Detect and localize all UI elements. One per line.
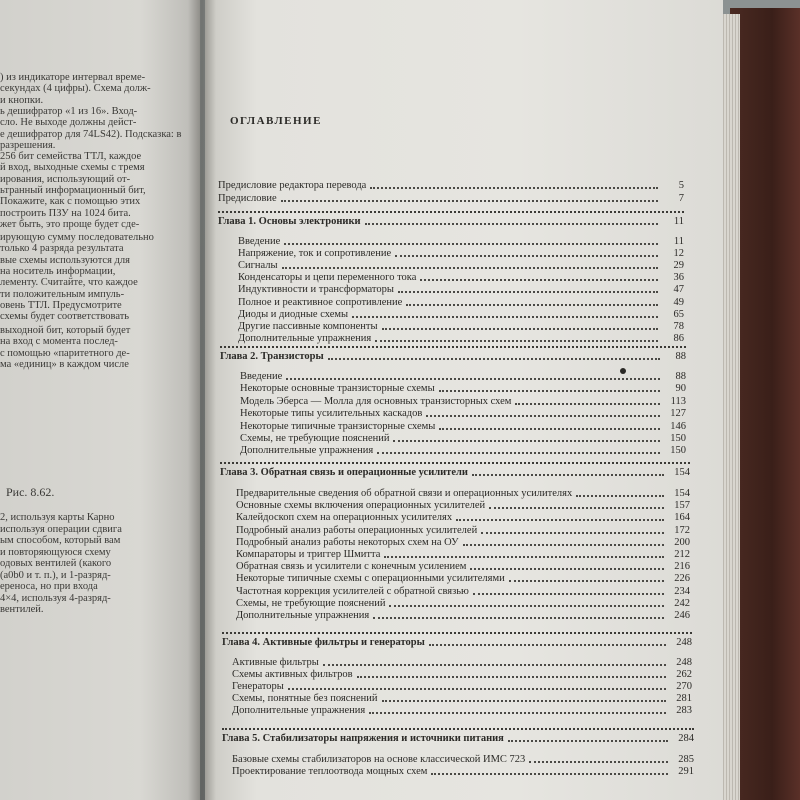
- toc-section-title: Дополнительные упражнения: [236, 610, 370, 621]
- leader-dots: [373, 617, 664, 619]
- leader-dots: [406, 304, 658, 306]
- toc-section: [236, 610, 690, 622]
- toc-section-page-number: 234: [674, 585, 690, 597]
- toc-section-page-number: 36: [673, 272, 684, 284]
- toc-section-title: Некоторые типы усилительных каскадов: [240, 408, 423, 420]
- left-text-line: овень ТТЛ. Предусмотрите: [0, 299, 122, 311]
- toc-section: [236, 561, 690, 573]
- left-text-line: е дешифратор для 74LS42). Подсказка: в: [0, 128, 182, 140]
- leader-dots: [377, 452, 660, 454]
- toc-section-page-number: 113: [670, 395, 686, 407]
- left-text-line: й вход, выходные схемы с тремя: [0, 162, 145, 174]
- toc-front-entry: [218, 180, 684, 192]
- toc-section-page-number: 285: [678, 754, 694, 765]
- toc-section-page-number: 200: [674, 536, 690, 548]
- toc-section: [236, 598, 690, 610]
- toc-section: [236, 500, 690, 512]
- leader-dots: [375, 340, 658, 342]
- leader-dots: [515, 403, 660, 405]
- leader-dots: [284, 243, 658, 245]
- toc-section-page-number: 154: [674, 488, 690, 499]
- toc-section: [232, 681, 692, 693]
- leader-dots: [463, 544, 664, 546]
- left-text-line: ирующую сумму последовательно: [0, 232, 154, 243]
- chapter-divider: [222, 632, 692, 634]
- ink-spot: [620, 368, 626, 374]
- left-text-line: ма «единиц» в каждом числе: [0, 358, 129, 370]
- leader-dots: [286, 378, 660, 380]
- toc-chapter-page-number: 284: [678, 733, 694, 744]
- toc-section: [232, 754, 694, 766]
- left-text-line: сло. Не выходе должны дейст-: [0, 117, 137, 129]
- chapter-divider: [218, 211, 684, 213]
- toc-section: [240, 396, 686, 408]
- toc-section-page-number: 86: [673, 332, 684, 344]
- leader-dots: [439, 428, 660, 430]
- leader-dots: [365, 223, 658, 225]
- toc-section-title: Конденсаторы и цепи переменного тока: [238, 272, 417, 284]
- toc-chapter-title: Глава 2. Транзисторы: [220, 351, 324, 362]
- toc-section-title: Схемы, понятные без пояснений: [232, 693, 378, 705]
- leader-dots: [370, 187, 658, 189]
- toc-section-title: Индуктивности и трансформаторы: [238, 284, 394, 296]
- toc-section: [238, 321, 684, 333]
- toc-section-title: Схемы активных фильтров: [232, 669, 353, 681]
- leader-dots: [420, 279, 658, 281]
- left-text-line: вые схемы используются для: [0, 254, 130, 266]
- leader-dots: [357, 676, 666, 678]
- toc-front-entry-title: Предисловие редактора перевода: [218, 180, 367, 191]
- toc-section: [236, 549, 690, 561]
- toc-front-entry-page-number: 7: [678, 193, 684, 204]
- toc-section: [236, 525, 690, 537]
- toc-section-title: Напряжение, ток и сопротивление: [238, 248, 392, 260]
- toc-section: [238, 248, 684, 260]
- toc-section: [240, 433, 686, 445]
- toc-section-page-number: 212: [674, 549, 690, 560]
- leader-dots: [508, 740, 668, 742]
- toc-section: [238, 272, 684, 284]
- toc-section-page-number: 150: [670, 433, 686, 444]
- leader-dots: [328, 358, 660, 360]
- toc-section-page-number: 78: [673, 320, 684, 332]
- toc-section: [240, 445, 686, 457]
- toc-section-page-number: 246: [674, 610, 690, 621]
- toc-section-title: Сигналы: [238, 260, 278, 272]
- figure-caption: Рис. 8.62.: [6, 485, 55, 499]
- left-text-line: жет быть, это проще будет сде-: [0, 218, 140, 230]
- toc-section-page-number: 226: [674, 573, 690, 585]
- left-text-line: на вход с момента послед-: [0, 336, 118, 348]
- toc-section-page-number: 90: [675, 383, 686, 395]
- leader-dots: [398, 291, 658, 293]
- chapter-divider: [220, 462, 690, 464]
- left-text-line: с помощью «паритетного де-: [0, 347, 130, 359]
- toc-section-title: Калейдоскоп схем на операционных усилителях: [236, 512, 453, 524]
- left-text-line: ым способом, который вам: [0, 535, 121, 546]
- toc-section-title: Дополнительные упражнения: [232, 705, 366, 717]
- toc-chapter: [222, 733, 694, 745]
- left-text-line: используя операции сдвига: [0, 523, 122, 535]
- toc-section: [232, 693, 692, 705]
- leader-dots: [481, 532, 664, 534]
- toc-section-page-number: 157: [674, 500, 690, 512]
- toc-section-title: Активные фильтры: [232, 657, 319, 668]
- leader-dots: [389, 605, 664, 607]
- leader-dots: [456, 519, 664, 521]
- left-text-line: и повторяющуюся схему: [0, 546, 111, 558]
- chapter-divider: [220, 346, 686, 348]
- toc-section: [238, 236, 684, 248]
- left-text-line: схемы будет соответствовать: [0, 311, 130, 323]
- leader-dots: [395, 255, 658, 257]
- toc-section-title: Модель Эберса — Молла для основных транзисторных схем: [240, 395, 512, 407]
- toc-section-page-number: 12: [673, 248, 684, 260]
- toc-chapter: [220, 351, 686, 363]
- toc-section: [232, 657, 692, 669]
- toc-section-page-number: 88: [675, 371, 686, 382]
- toc-section-page-number: 281: [676, 693, 692, 705]
- toc-section-page-number: 270: [676, 681, 692, 693]
- toc-section-page-number: 65: [673, 308, 684, 320]
- toc-section-title: Схемы, не требующие пояснений: [240, 433, 390, 444]
- toc-front-entry-page-number: 5: [678, 180, 684, 191]
- left-text-line: построить ПЗУ на 1024 бита.: [0, 207, 131, 219]
- toc-section-title: Введение: [238, 236, 281, 247]
- toc-section-title: Полное и реактивное сопротивление: [238, 296, 403, 308]
- leader-dots: [470, 568, 664, 570]
- toc-chapter-title: Глава 1. Основы электроники: [218, 216, 361, 227]
- toc-section-page-number: 283: [676, 705, 692, 717]
- toc-section-title: Проектирование теплоотвода мощных схем: [232, 766, 428, 777]
- toc-section-page-number: 291: [678, 766, 694, 777]
- leader-dots: [323, 664, 666, 666]
- toc-section-page-number: 49: [673, 296, 684, 308]
- toc-section-page-number: 262: [676, 669, 692, 681]
- toc-front-entry: [218, 193, 684, 205]
- toc-chapter-page-number: 88: [675, 351, 686, 362]
- left-text-line: 4×4, используя 4-разряд-: [0, 592, 111, 604]
- toc-section-title: Основные схемы включения операционных усилителей: [236, 500, 486, 512]
- leader-dots: [429, 644, 666, 646]
- leader-dots: [384, 556, 664, 558]
- toc-section-page-number: 242: [674, 597, 690, 609]
- toc-chapter: [220, 467, 690, 479]
- leader-dots: [282, 267, 658, 269]
- left-text-line: ти положительным импуль-: [0, 288, 125, 300]
- left-text-line: Покажите, как с помощью этих: [0, 196, 141, 208]
- toc-section-page-number: 216: [674, 561, 690, 573]
- left-text-line: на носитель информации,: [0, 265, 116, 277]
- toc-section-page-number: 11: [673, 236, 684, 247]
- left-text-line: одовых вентилей (какого: [0, 558, 112, 569]
- toc-section: [236, 488, 690, 500]
- toc-section: [236, 573, 690, 585]
- leader-dots: [509, 580, 664, 582]
- toc-section: [232, 669, 692, 681]
- toc-chapter-page-number: 248: [676, 637, 692, 648]
- toc-section-title: Схемы, не требующие пояснений: [236, 597, 386, 609]
- toc-chapter-title: Глава 4. Активные фильтры и генераторы: [222, 637, 425, 648]
- toc-section-title: Дополнительные упражнения: [238, 332, 372, 344]
- toc-section-title: Некоторые основные транзисторные схемы: [240, 383, 435, 395]
- toc-chapter-title: Глава 5. Стабилизаторы напряжения и источники питания: [222, 733, 504, 744]
- toc-section-title: Обратная связь и усилители с конечным усилением: [236, 561, 467, 573]
- leader-dots: [431, 773, 668, 775]
- toc-section-title: Генераторы: [232, 681, 284, 693]
- left-text-line: ьтранный информационный бит,: [0, 185, 146, 196]
- left-text-line: только 4 разряда результата: [0, 243, 124, 255]
- leader-dots: [529, 761, 668, 763]
- toc-section: [232, 705, 692, 717]
- toc-section-title: Другие пассивные компоненты: [238, 320, 378, 332]
- toc-section-title: Предварительные сведения об обратной связи и операционных усилителях: [236, 488, 573, 499]
- leader-dots: [489, 507, 664, 509]
- leader-dots: [393, 440, 660, 442]
- toc-section-title: Компараторы и триггер Шмитта: [236, 549, 381, 560]
- leader-dots: [576, 495, 664, 497]
- toc-section: [240, 408, 686, 420]
- toc-chapter-page-number: 154: [674, 467, 690, 478]
- chapter-divider: [222, 728, 694, 730]
- left-text-line: (a0b0 и т. п.), и 1-разряд-: [0, 569, 111, 581]
- toc-section: [240, 421, 686, 433]
- toc-section: [238, 333, 684, 345]
- leader-dots: [288, 688, 666, 690]
- left-text-line: и кнопки.: [0, 94, 44, 106]
- left-text-line: лементу. Считайте, что каждое: [0, 277, 138, 289]
- toc-section-page-number: 172: [674, 524, 690, 536]
- toc-section-title: Частотная коррекция усилителей с обратной связью: [236, 585, 469, 597]
- toc-section-page-number: 47: [673, 284, 684, 296]
- toc-front-entry-title: Предисловие: [218, 193, 277, 204]
- toc-section: [238, 309, 684, 321]
- toc-section: [238, 297, 684, 309]
- toc-section-page-number: 127: [670, 408, 686, 420]
- left-text-line: ь дешифратор «1 из 16». Вход-: [0, 105, 138, 117]
- toc-chapter-title: Глава 3. Обратная связь и операционные усилители: [220, 467, 468, 478]
- left-text-line: вентилей.: [0, 604, 44, 615]
- leader-dots: [281, 200, 658, 202]
- toc-section-title: Введение: [240, 371, 283, 382]
- toc-section: [236, 537, 690, 549]
- toc-chapter-page-number: 11: [673, 216, 684, 227]
- leader-dots: [439, 390, 660, 392]
- leader-dots: [352, 316, 658, 318]
- left-text-line: ирования, использующий от-: [0, 173, 131, 185]
- toc-section-page-number: 29: [673, 260, 684, 272]
- toc-section: [240, 371, 686, 383]
- leader-dots: [473, 593, 664, 595]
- toc-section-page-number: 164: [674, 512, 690, 524]
- left-text-line: разрешения.: [0, 139, 56, 151]
- toc-section-title: Некоторые типичные схемы с операционными усилителями: [236, 573, 505, 585]
- toc-section-title: Базовые схемы стабилизаторов на основе классической ИМС 723: [232, 754, 526, 765]
- toc-section-title: Подробный анализ работы некоторых схем на ОУ: [236, 536, 459, 548]
- toc-section: [238, 284, 684, 296]
- toc-section-title: Подробный анализ работы операционных усилителей: [236, 524, 478, 536]
- left-text-line: ереноса, но при входа: [0, 581, 98, 592]
- left-text-line: 256 бит семейства ТТЛ, каждое: [0, 151, 142, 163]
- toc-section: [236, 586, 690, 598]
- toc-section-page-number: 146: [670, 420, 686, 432]
- toc-section-page-number: 150: [670, 445, 686, 457]
- leader-dots: [382, 328, 658, 330]
- left-text-line: 2, используя карты Карно: [0, 512, 115, 523]
- leader-dots: [472, 474, 664, 476]
- toc-section: [238, 260, 684, 272]
- toc-chapter: [222, 637, 692, 649]
- leader-dots: [382, 700, 666, 702]
- left-text-line: секундах (4 цифры). Схема долж-: [0, 83, 151, 95]
- toc-section-page-number: 248: [676, 657, 692, 668]
- toc-section-title: Диоды и диодные схемы: [238, 308, 349, 320]
- toc-section-title: Дополнительные упражнения: [240, 445, 374, 457]
- left-text-line: выходной бит, который будет: [0, 325, 131, 336]
- toc-section: [240, 383, 686, 395]
- leader-dots: [426, 415, 660, 417]
- toc-chapter: [218, 216, 684, 228]
- leader-dots: [369, 712, 666, 714]
- toc-section-title: Некоторые типичные транзисторные схемы: [240, 420, 436, 432]
- toc-section: [236, 512, 690, 524]
- toc-title: ОГЛАВЛЕНИЕ: [230, 115, 322, 127]
- left-text-line: ) из индикаторе интервал време-: [0, 72, 146, 83]
- toc-section: [232, 766, 694, 778]
